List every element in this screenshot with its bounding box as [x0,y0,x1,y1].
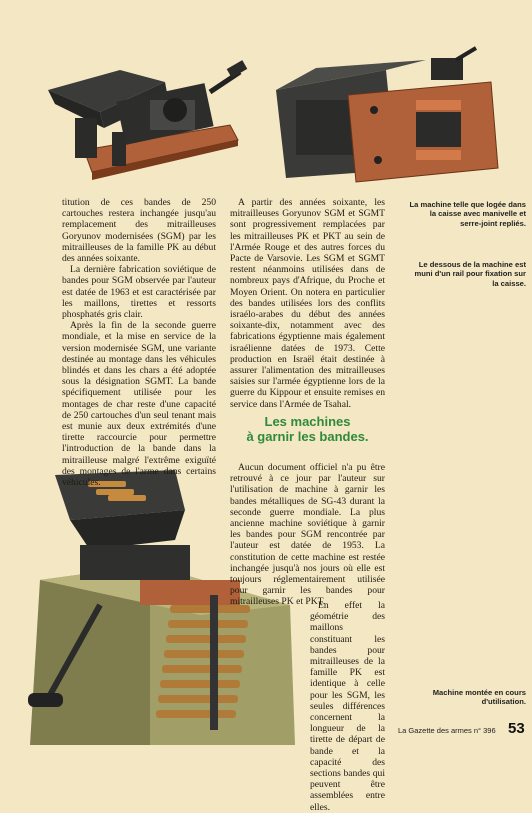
text-column-1 [62,197,216,488]
paragraph: Après la fin de la seconde guerre mondiale, et la mise en service de la version modernisée SGM, une variante destinée au montage dans les véhicules blindés et dans les chars a été adoptée sous la désignation SGMT. La bande spécifiquement utilisée pour les montages de char reste d'une capacité de 250 cartouches d'un seul tenant mais est munie aux deux extrémités d'une tirette raccourcie pour permettre l'introduction de la bande dans la mitrailleuse malgré l'extrême exiguïté des montages de l'arme dans certains véhicules. [62,320,216,489]
text-column-3-continued [310,600,385,813]
section-heading [230,414,385,444]
heading-line-2: à garnir les bandes. [246,429,369,444]
paragraph: titution de ces bandes de 250 cartouches restera inchangée jusqu'au remplacement des mitrailleuses Goryunov modernisées (SGM) par les mitrailleuses de la famille PK au début des années soixante. [62,197,216,265]
paragraph: En effet la géométrie des maillons constituant les bandes pour mitrailleuses de la famille PK est identique à celle pour les SGM, les seules différences concernent la longueur de la tirette de départ de bande et la capacité des sections bandes qui peuvent être assemblées entre elles. [310,600,385,813]
text-column-2 [230,197,385,410]
photo-top-right [266,0,532,195]
paragraph: La dernière fabrication soviétique de bandes pour SGM observée par l'auteur est datée de 1963 et est caractérisée par les maillons, tirettes et ressorts phosphatés gris clair. [62,264,216,321]
magazine-name: La Gazette des armes n° 396 [398,726,496,735]
photo-top-left [0,0,266,195]
caption-2: Le dessous de la machine est muni d'un rail pour fixation sur la caisse. [414,260,526,288]
text-column-3 [230,462,385,608]
paragraph: Aucun document officiel n'a pu être retrouvé à ce jour par l'auteur sur l'utilisation de machine à garnir les bandes métalliques de SG-43 durant la seconde guerre mondiale. La plus ancienne machine soviétique à garnir les bandes pour SGM rencontrée par l'auteur est datée de 1953. La constitution de cette machine est restée inchangée jusqu'à nos jours où elle est toujours réglementairement utilisée pour garnir les bandes pour mitrailleuses PK et PKT. [230,462,385,608]
paragraph: A partir des années soixante, les mitrailleuses Goryunov SGM et SGMT sont progressivement remplacées par les mitrailleuses PK et PKT au sein de l'Armée Rouge et des autres forces du Pacte de Varsovie. Les SGM et SGMT restent néanmoins utilisées dans de nombreux pays d'Afrique, du Proche et Moyen Orient. On notera en particulier des bandes utilisées lors des conflits israélo-arabes du début des années soixante-dix, notamment avec des fabrications égyptienne mais également israélienne datées de 1973. Cette production en Israël était destinée à assurer l'alimentation des mitrailleuses saisies sur l'armée égyptienne lors de la guerre du Kippour et ensuite remises en service dans l'Armée de Tsahal. [230,197,385,410]
caption-3: Machine montée en cours d'utilisation. [432,688,526,707]
caption-1: La machine telle que logée dans la caisse avec manivelle et serre-joint repliés. [409,200,526,228]
heading-line-1: Les machines [264,414,351,429]
page-number: 53 [508,720,525,737]
